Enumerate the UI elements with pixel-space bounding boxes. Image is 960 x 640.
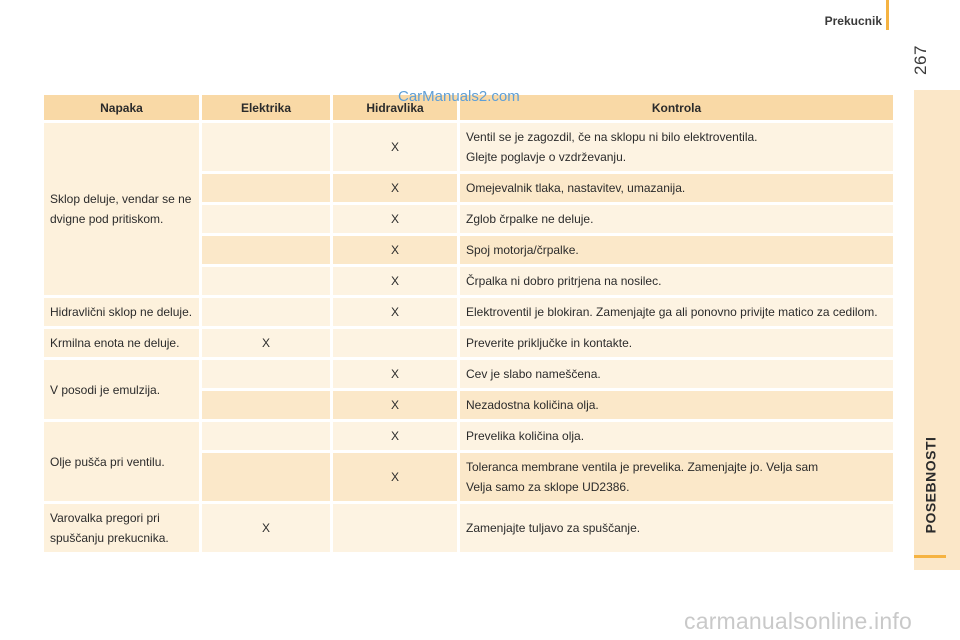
kontrola-cell: [460, 236, 893, 264]
page-number-text: 267: [911, 45, 930, 75]
kontrola-cell: [460, 123, 893, 171]
table-row: [44, 360, 893, 388]
elektrika-cell: [202, 205, 330, 233]
elektrika-cell: [202, 422, 330, 450]
elektrika-cell: [202, 298, 330, 326]
fault-cell: Krmilna enota ne deluje.: [44, 329, 199, 357]
hidravlika-cell: X: [333, 205, 457, 233]
hidravlika-cell: [333, 504, 457, 552]
kontrola-line: Črpalka ni dobro pritrjena na nosilec.: [466, 274, 662, 288]
hidravlika-cell: X: [333, 236, 457, 264]
kontrola-cell: [460, 174, 893, 202]
side-tab-text: POSEBNOSTI: [922, 436, 939, 534]
kontrola-line: Velja samo za sklope UD2386.: [466, 480, 630, 494]
elektrika-cell: X: [202, 504, 330, 552]
side-tab-label: [914, 420, 946, 550]
table-row: [44, 504, 893, 552]
kontrola-line: Nezadostna količina olja.: [466, 398, 599, 412]
elektrika-cell: [202, 391, 330, 419]
side-tab-accent-rule: [914, 555, 946, 558]
watermark-top: CarManuals2.com: [398, 88, 520, 105]
hidravlika-cell: X: [333, 360, 457, 388]
section-title: Prekucnik: [824, 14, 882, 28]
kontrola-line: Cev je slabo nameščena.: [466, 367, 601, 381]
elektrika-cell: [202, 236, 330, 264]
fault-cell: Sklop deluje, vendar se ne dvigne pod pritiskom.: [44, 123, 199, 295]
kontrola-line: Ventil se je zagozdil, če na sklopu ni bilo elektroventila.: [466, 130, 758, 144]
hidravlika-cell: X: [333, 391, 457, 419]
elektrika-cell: X: [202, 329, 330, 357]
table-row: [44, 298, 893, 326]
table-row: [44, 422, 893, 450]
kontrola-line: Glejte poglavje o vzdrževanju.: [466, 150, 627, 164]
kontrola-cell: [460, 504, 893, 552]
hidravlika-cell: X: [333, 267, 457, 295]
kontrola-cell: [460, 360, 893, 388]
fault-cell: Varovalka pregori pri spuščanju prekucnika.: [44, 504, 199, 552]
kontrola-line: Spoj motorja/črpalke.: [466, 243, 579, 257]
elektrika-cell: [202, 453, 330, 501]
header-accent-rule: [886, 0, 889, 30]
troubleshooting-table: [41, 92, 896, 555]
page-number: [906, 40, 936, 80]
hidravlika-cell: [333, 329, 457, 357]
kontrola-line: Toleranca membrane ventila je prevelika. Zamenjajte jo. Velja sam: [466, 460, 819, 474]
table-body: [44, 123, 893, 552]
kontrola-cell: [460, 391, 893, 419]
column-header-elektrika: Elektrika: [202, 95, 330, 120]
kontrola-line: Zamenjajte tuljavo za spuščanje.: [466, 521, 641, 535]
fault-cell: Hidravlični sklop ne deluje.: [44, 298, 199, 326]
kontrola-cell: [460, 298, 893, 326]
kontrola-cell: [460, 267, 893, 295]
elektrika-cell: [202, 267, 330, 295]
watermark-bottom: carmanualsonline.info: [684, 608, 912, 634]
kontrola-line: Elektroventil je blokiran. Zamenjajte ga ali ponovno privijte matico za cedilom.: [466, 305, 878, 319]
hidravlika-cell: X: [333, 422, 457, 450]
hidravlika-cell: X: [333, 453, 457, 501]
table-row: [44, 329, 893, 357]
kontrola-line: Prevelika količina olja.: [466, 429, 585, 443]
column-header-napaka: Napaka: [44, 95, 199, 120]
hidravlika-cell: X: [333, 123, 457, 171]
kontrola-cell: [460, 329, 893, 357]
elektrika-cell: [202, 174, 330, 202]
fault-cell: Olje pušča pri ventilu.: [44, 422, 199, 501]
hidravlika-cell: X: [333, 298, 457, 326]
table-row: [44, 123, 893, 171]
kontrola-cell: [460, 422, 893, 450]
column-header-hidravlika: Hidravlika: [333, 95, 457, 120]
hidravlika-cell: X: [333, 174, 457, 202]
kontrola-cell: [460, 205, 893, 233]
elektrika-cell: [202, 360, 330, 388]
kontrola-cell: [460, 453, 893, 501]
fault-cell: V posodi je emulzija.: [44, 360, 199, 419]
kontrola-line: Zglob črpalke ne deluje.: [466, 212, 594, 226]
kontrola-line: Omejevalnik tlaka, nastavitev, umazanija.: [466, 181, 686, 195]
kontrola-line: Preverite priključke in kontakte.: [466, 336, 633, 350]
column-header-kontrola: Kontrola: [460, 95, 893, 120]
elektrika-cell: [202, 123, 330, 171]
